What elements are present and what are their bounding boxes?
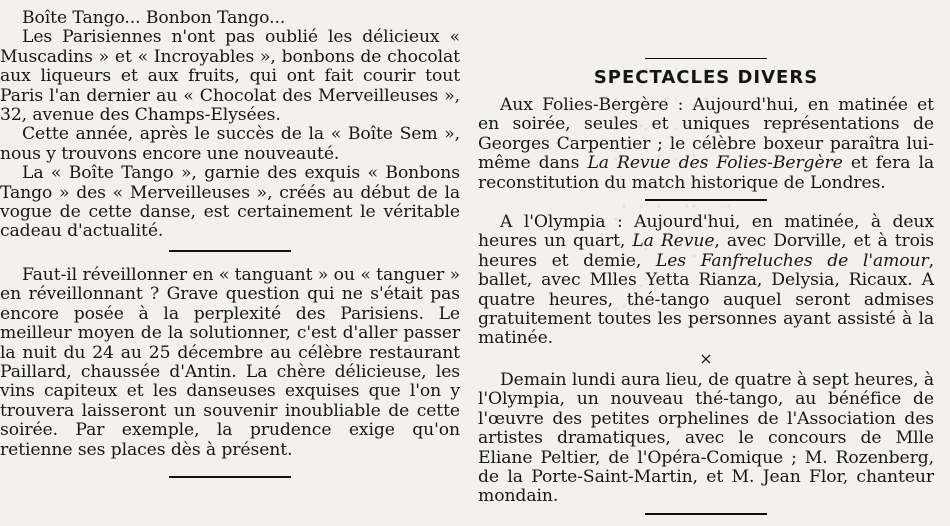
right-paragraph-2-title-2: Les Fanfreluches de l'amour	[655, 250, 929, 271]
left-paragraph-1: Boîte Tango... Bonbon Tango...	[22, 8, 286, 28]
left-column	[0, 0, 460, 478]
section-heading: SPECTACLES DIVERS	[593, 67, 819, 88]
right-paragraph-2-start: A l'Olympia : Aujourd'hui, en matinée, à deux heures un quart,	[478, 212, 934, 252]
right-paragraph-1	[478, 96, 934, 193]
right-paragraph-2	[478, 213, 934, 349]
left-paragraph-2: Les Parisiennes n'ont pas oublié les délicieux « Muscadins » et « Incroyables », bonbons de chocolat aux liqueurs et aux fruits, qui ont fait courir tout Paris l'an dernier au « Chocolat des Merveilleuses », 32, avenue des Champs-Elysées.	[0, 27, 460, 126]
heading-rule	[645, 58, 767, 59]
left-paragraph-4: La « Boîte Tango », garnie des exquis « Bonbons Tango » des « Merveilleuses », créés au début de la vogue de cette danse, est certainement le véritable cadeau d'actualité.	[0, 163, 460, 242]
item-divider-1	[645, 199, 767, 201]
right-paragraph-1-end: et fera la reconstitution du match historique de Londres.	[478, 153, 934, 193]
right-paragraph-2-middle: , avec Dorville, et à trois heures et demie,	[478, 231, 934, 271]
left-paragraph-3: Cette année, après le succès de la « Boîte Sem », nous y trouvons encore une nouveauté.	[0, 124, 460, 164]
right-paragraph-2-title-1: La Revue	[632, 231, 715, 252]
right-paragraph-1-title: La Revue des Folies-Bergère	[587, 153, 843, 174]
left-paragraph-5: Faut-il réveillonner en « tanguant » ou « tanguer » en réveillonnant ? Grave question qui ne s'était pas encore posée à la perplexité des Parisiens. Le meilleur moyen de la solutionner, c'est d'aller passer la nuit du 24 au 25 décembre au célèbre restaurant Paillard, chaussée d'Antin. La chère délicieuse, les vins capiteux et les danseuses exquises que l'on y trouvera laisseront un souvenir inoubliable de cette soirée. Par exemple, la prudence exige qu'on retienne ses places dès à présent.	[0, 264, 460, 460]
section-divider	[169, 250, 291, 252]
right-paragraph-2-end: , ballet, avec Mlles Yetta Rianza, Delysia, Ricaux. A quatre heures, thé-tango auquel seront admises gratuitement toutes les personnes ayant assisté à la matinée.	[478, 250, 934, 349]
right-paragraph-1-start: Aux Folies-Bergère : Aujourd'hui, en matinée et en soirée, seules et uniques représentations de Georges Carpentier ; le célèbre boxeur paraîtra lui-même dans	[478, 95, 934, 174]
right-bottom-divider	[645, 513, 767, 515]
right-column	[478, 0, 934, 515]
right-paragraph-3: Demain lundi aura lieu, de quatre à sept heures, à l'Olympia, un nouveau thé-tango, au bénéfice de l'œuvre des petites orphelines de l'Association des artistes dramatiques, avec le concours de Mlle Eliane Peltier, de l'Opéra-Comique ; M. Rozenberg, de la Porte-Saint-Martin, et M. Jean Flor, chanteur mondain.	[478, 369, 935, 507]
section-divider-bottom	[169, 476, 291, 478]
section-mark: ×	[699, 348, 713, 368]
